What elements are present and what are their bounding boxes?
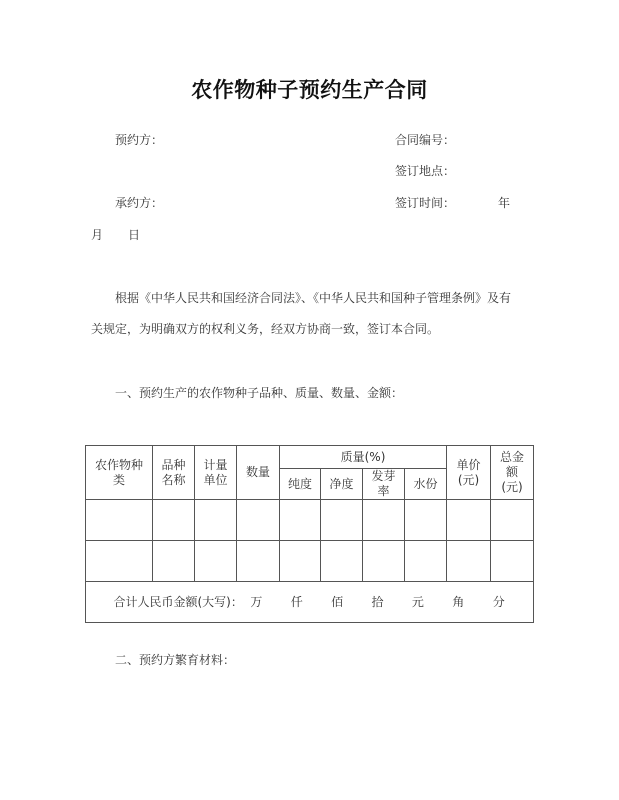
cell[interactable] <box>447 500 491 541</box>
unit-wan: 万 <box>250 594 263 609</box>
sign-place-label: 签订地点： <box>395 164 456 178</box>
header-germination-rate: 发芽 率 <box>363 469 405 500</box>
cell[interactable] <box>280 500 321 541</box>
header-moisture: 水份 <box>405 469 447 500</box>
contractor-label: 承约方： <box>115 196 164 210</box>
cell[interactable] <box>195 541 237 582</box>
preamble-line-1: 根据《中华人民共和国经济合同法》、《中华人民共和国种子管理条例》及有 <box>115 291 512 305</box>
cell[interactable] <box>447 541 491 582</box>
unit-yuan: 元 <box>411 594 424 609</box>
cell[interactable] <box>195 500 237 541</box>
table-row <box>86 500 534 541</box>
preamble-line-2: 关规定，为明确双方的权利义务，经双方协商一致，签订本合同。 <box>91 322 440 336</box>
header-unit-price: 单价 (元) <box>447 446 491 500</box>
section-1-heading: 一、预约生产的农作物种子品种、质量、数量、金额： <box>115 386 404 400</box>
unit-bai: 佰 <box>331 594 344 609</box>
header-quality: 质量(%) <box>280 446 447 469</box>
sign-day-label: 日 <box>128 228 141 242</box>
header-quantity: 数量 <box>237 446 280 500</box>
sign-time-label: 签订时间： <box>395 196 456 210</box>
header-total-amount: 总金 额 (元) <box>491 446 534 500</box>
cell[interactable] <box>237 500 280 541</box>
cell[interactable] <box>280 541 321 582</box>
sign-year-label: 年 <box>498 196 511 210</box>
header-purity: 纯度 <box>280 469 321 500</box>
unit-qian: 仟 <box>290 594 303 609</box>
reserver-label: 预约方： <box>115 133 164 147</box>
section-2-heading: 二、预约方繁育材料： <box>115 653 236 667</box>
sign-month-label: 月 <box>91 228 104 242</box>
unit-jiao: 角 <box>452 594 465 609</box>
unit-fen: 分 <box>492 594 505 609</box>
cell[interactable] <box>363 500 405 541</box>
cell[interactable] <box>86 541 153 582</box>
contract-number-label: 合同编号： <box>395 133 456 147</box>
total-amount-cell <box>86 582 534 623</box>
cell[interactable] <box>363 541 405 582</box>
table-row <box>86 541 534 582</box>
cell[interactable] <box>153 500 195 541</box>
table-total-row <box>86 582 534 623</box>
cell[interactable] <box>491 541 534 582</box>
table-header-row <box>86 446 534 469</box>
seed-order-table <box>85 445 534 623</box>
header-unit: 计量 单位 <box>195 446 237 500</box>
cell[interactable] <box>405 541 447 582</box>
cell[interactable] <box>153 541 195 582</box>
cell[interactable] <box>321 500 363 541</box>
header-crop-type: 农作物种 类 <box>86 446 153 500</box>
cell[interactable] <box>321 541 363 582</box>
unit-shi: 拾 <box>371 594 384 609</box>
cell[interactable] <box>86 500 153 541</box>
total-amount-label: 合计人民币金额(大写)： <box>113 594 243 609</box>
cell[interactable] <box>405 500 447 541</box>
cell[interactable] <box>491 500 534 541</box>
document-title: 农作物种子预约生产合同 <box>191 78 428 102</box>
header-variety-name: 品种 名称 <box>153 446 195 500</box>
cell[interactable] <box>237 541 280 582</box>
header-cleanliness: 净度 <box>321 469 363 500</box>
